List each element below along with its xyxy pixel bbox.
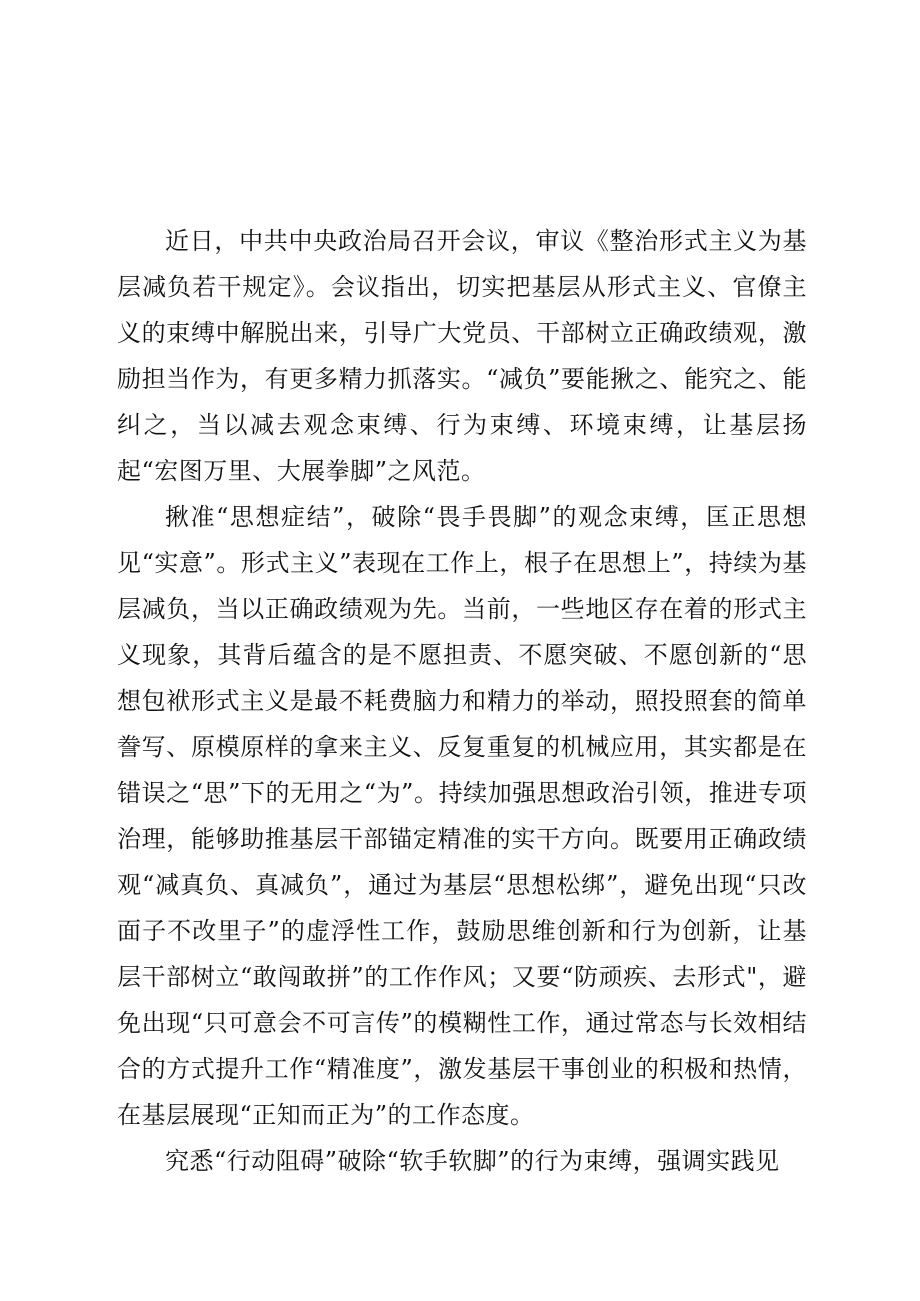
document-body <box>117 218 807 1184</box>
paragraph-intro: 近日，中共中央政治局召开会议，审议《整治形式主义为基层减负若干规定》。会议指出，切实把基层从形式主义、官僚主义的束缚中解脱出来，引导广大党员、干部树立正确政绩观，激励担当作为，有更多精力抓落实。“减负”要能揪之、能究之、能纠之，当以减去观念束缚、行为束缚、环境束缚，让基层扬起“宏图万里、大展拳脚”之风范。 <box>117 227 807 485</box>
paragraph-action-constraints: 究悉“行动阻碍”破除“软手软脚”的行为束缚，强调实践见 <box>165 1147 780 1175</box>
paragraph-thought-constraints: 揪准“思想症结”，破除“畏手畏脚”的观念束缚，匡正思想见“实意”。形式主义”表现在工作上，根子在思想上”，持续为基层减负，当以正确政绩观为先。当前，一些地区存在着的形式主义现象，其背后蕴含的是不愿担责、不愿突破、不愿创新的“思想包袱形式主义是最不耗费脑力和精力的举动，照投照套的简单誊写、原模原样的拿来主义、反复重复的机械应用，其实都是在错误之“思”下的无用之“为”。持续加强思想政治引领，推进专项治理，能够助推基层干部锚定精准的实干方向。既要用正确政绩观“减真负、真减负”，通过为基层“思想松绑”，避免出现“只改面子不改里子”的虚浮性工作，鼓励思维创新和行为创新，让基层干部树立“敢闯敢拼”的工作作风；又要“防顽疾、去形式"，避免出现“只可意会不可言传”的模糊性工作，通过常态与长效相结合的方式提升工作“精准度”，激发基层干事创业的积极和热情，在基层展现“正知而正为”的工作态度。 <box>117 503 807 1129</box>
